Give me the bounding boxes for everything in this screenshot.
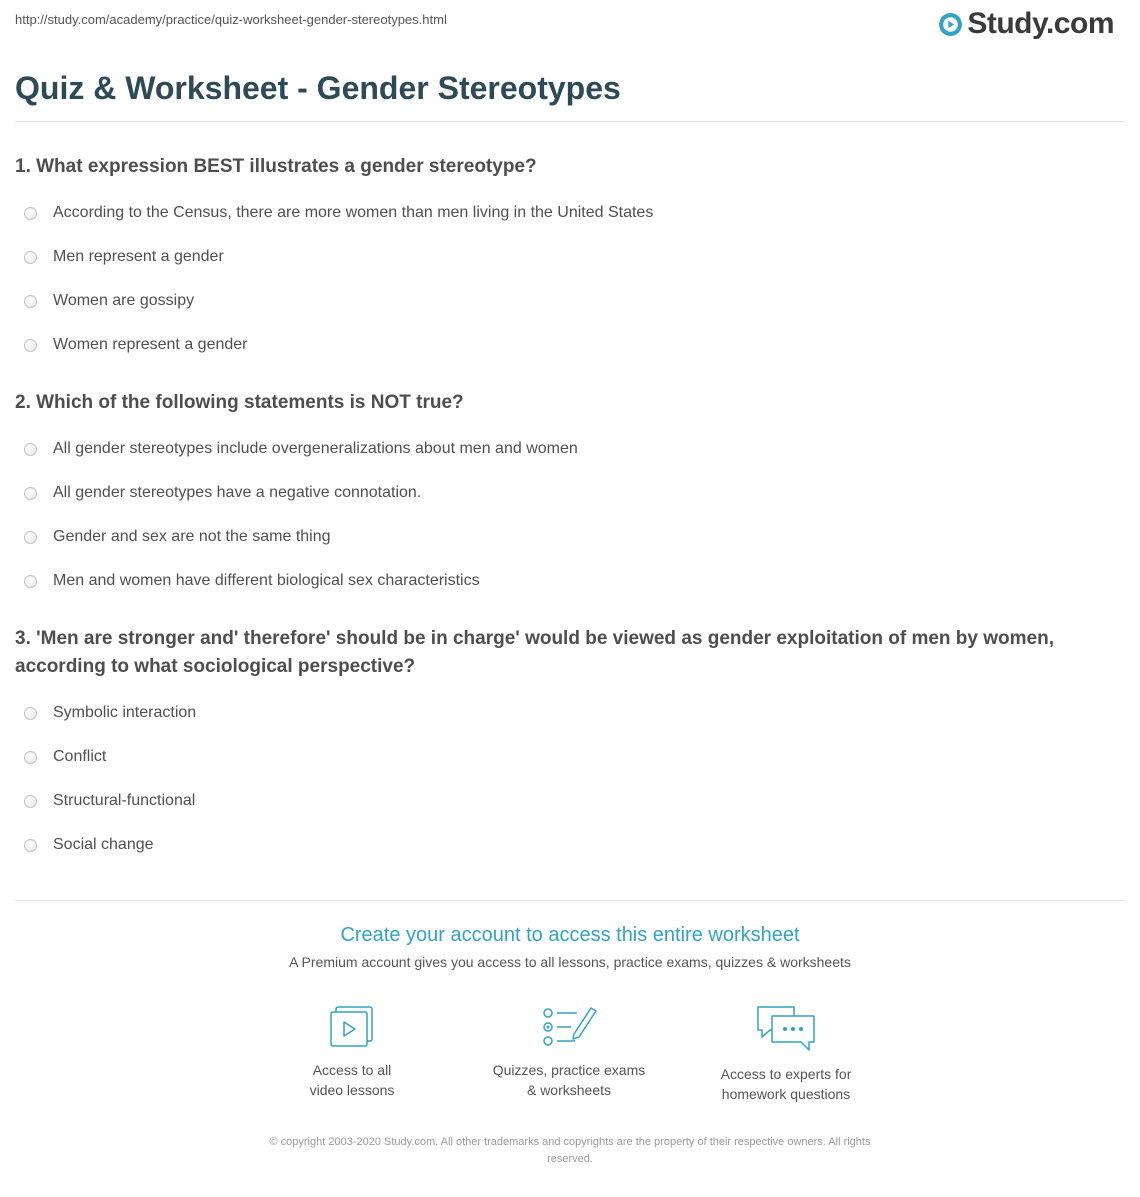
radio-button[interactable] <box>24 575 37 588</box>
radio-button[interactable] <box>24 795 37 808</box>
quizzes-icon <box>541 1004 597 1050</box>
question-text: 2. Which of the following statements is NOT true? <box>15 392 464 413</box>
answer-label: Men and women have different biological sex characteristics <box>53 572 480 589</box>
answer-label: Women are gossipy <box>53 292 195 309</box>
quiz <box>15 153 1125 889</box>
answer-label: All gender stereotypes have a negative connotation. <box>53 484 422 501</box>
answer-option[interactable] <box>15 471 1125 515</box>
answer-label: Gender and sex are not the same thing <box>53 528 331 545</box>
radio-button[interactable] <box>24 443 37 456</box>
cta-subtitle: A Premium account gives you access to all lessons, practice exams, quizzes & worksheets <box>289 954 851 970</box>
feature-label: Quizzes, practice exams & worksheets <box>492 1062 646 1098</box>
question-text: 1. What expression BEST illustrates a gender stereotype? <box>15 156 537 177</box>
feature-video-lessons <box>257 1004 447 1100</box>
feature-label: Access to all video lessons <box>309 1062 395 1098</box>
cta-divider <box>15 900 1125 901</box>
question-3 <box>15 625 1125 867</box>
radio-button[interactable] <box>24 295 37 308</box>
answer-option[interactable] <box>15 235 1125 279</box>
radio-button[interactable] <box>24 751 37 764</box>
radio-button[interactable] <box>24 839 37 852</box>
experts-chat-icon <box>754 1004 818 1054</box>
title-divider <box>15 121 1125 122</box>
signup-cta <box>0 924 1140 970</box>
answer-option[interactable] <box>15 779 1125 823</box>
feature-experts <box>691 1004 881 1104</box>
answer-option[interactable] <box>15 735 1125 779</box>
logo-text: Study.com <box>967 7 1114 40</box>
answer-option[interactable] <box>15 279 1125 323</box>
question-2 <box>15 389 1125 603</box>
answer-label: According to the Census, there are more women than men living in the United States <box>53 204 654 221</box>
answer-label: Conflict <box>53 748 107 765</box>
video-lessons-icon <box>324 1004 380 1050</box>
cta-title-link[interactable]: Create your account to access this entire worksheet <box>340 924 800 946</box>
radio-button[interactable] <box>24 707 37 720</box>
radio-button[interactable] <box>24 531 37 544</box>
answer-option[interactable] <box>15 323 1125 367</box>
radio-button[interactable] <box>24 487 37 500</box>
play-logo-icon <box>938 12 963 37</box>
page-url: http://study.com/academy/practice/quiz-worksheet-gender-stereotypes.html <box>15 12 447 27</box>
question-1 <box>15 153 1125 367</box>
answer-label: Symbolic interaction <box>53 704 197 721</box>
answer-label: All gender stereotypes include overgeneralizations about men and women <box>53 440 578 457</box>
answer-option[interactable] <box>15 515 1125 559</box>
answer-label: Social change <box>53 836 154 853</box>
feature-quizzes <box>474 1004 664 1100</box>
answer-option[interactable] <box>15 191 1125 235</box>
answer-label: Structural-functional <box>53 792 196 809</box>
study-logo[interactable] <box>938 6 1114 42</box>
page-title: Quiz & Worksheet - Gender Stereotypes <box>15 70 621 106</box>
answer-option[interactable] <box>15 691 1125 735</box>
answer-option[interactable] <box>15 559 1125 603</box>
answer-option[interactable] <box>15 427 1125 471</box>
answer-option[interactable] <box>15 823 1125 867</box>
answer-label: Men represent a gender <box>53 248 224 265</box>
copyright: © copyright 2003-2020 Study.com. All other trademarks and copyrights are the property of their respective owners. All rights reserved. <box>269 1136 871 1165</box>
radio-button[interactable] <box>24 207 37 220</box>
answer-label: Women represent a gender <box>53 336 248 353</box>
radio-button[interactable] <box>24 251 37 264</box>
feature-label: Access to experts for homework questions <box>720 1066 852 1102</box>
radio-button[interactable] <box>24 339 37 352</box>
question-text: 3. 'Men are stronger and' therefore' should be in charge' would be viewed as gender exploitation of men by women, according to what sociological perspective? <box>15 628 1054 677</box>
